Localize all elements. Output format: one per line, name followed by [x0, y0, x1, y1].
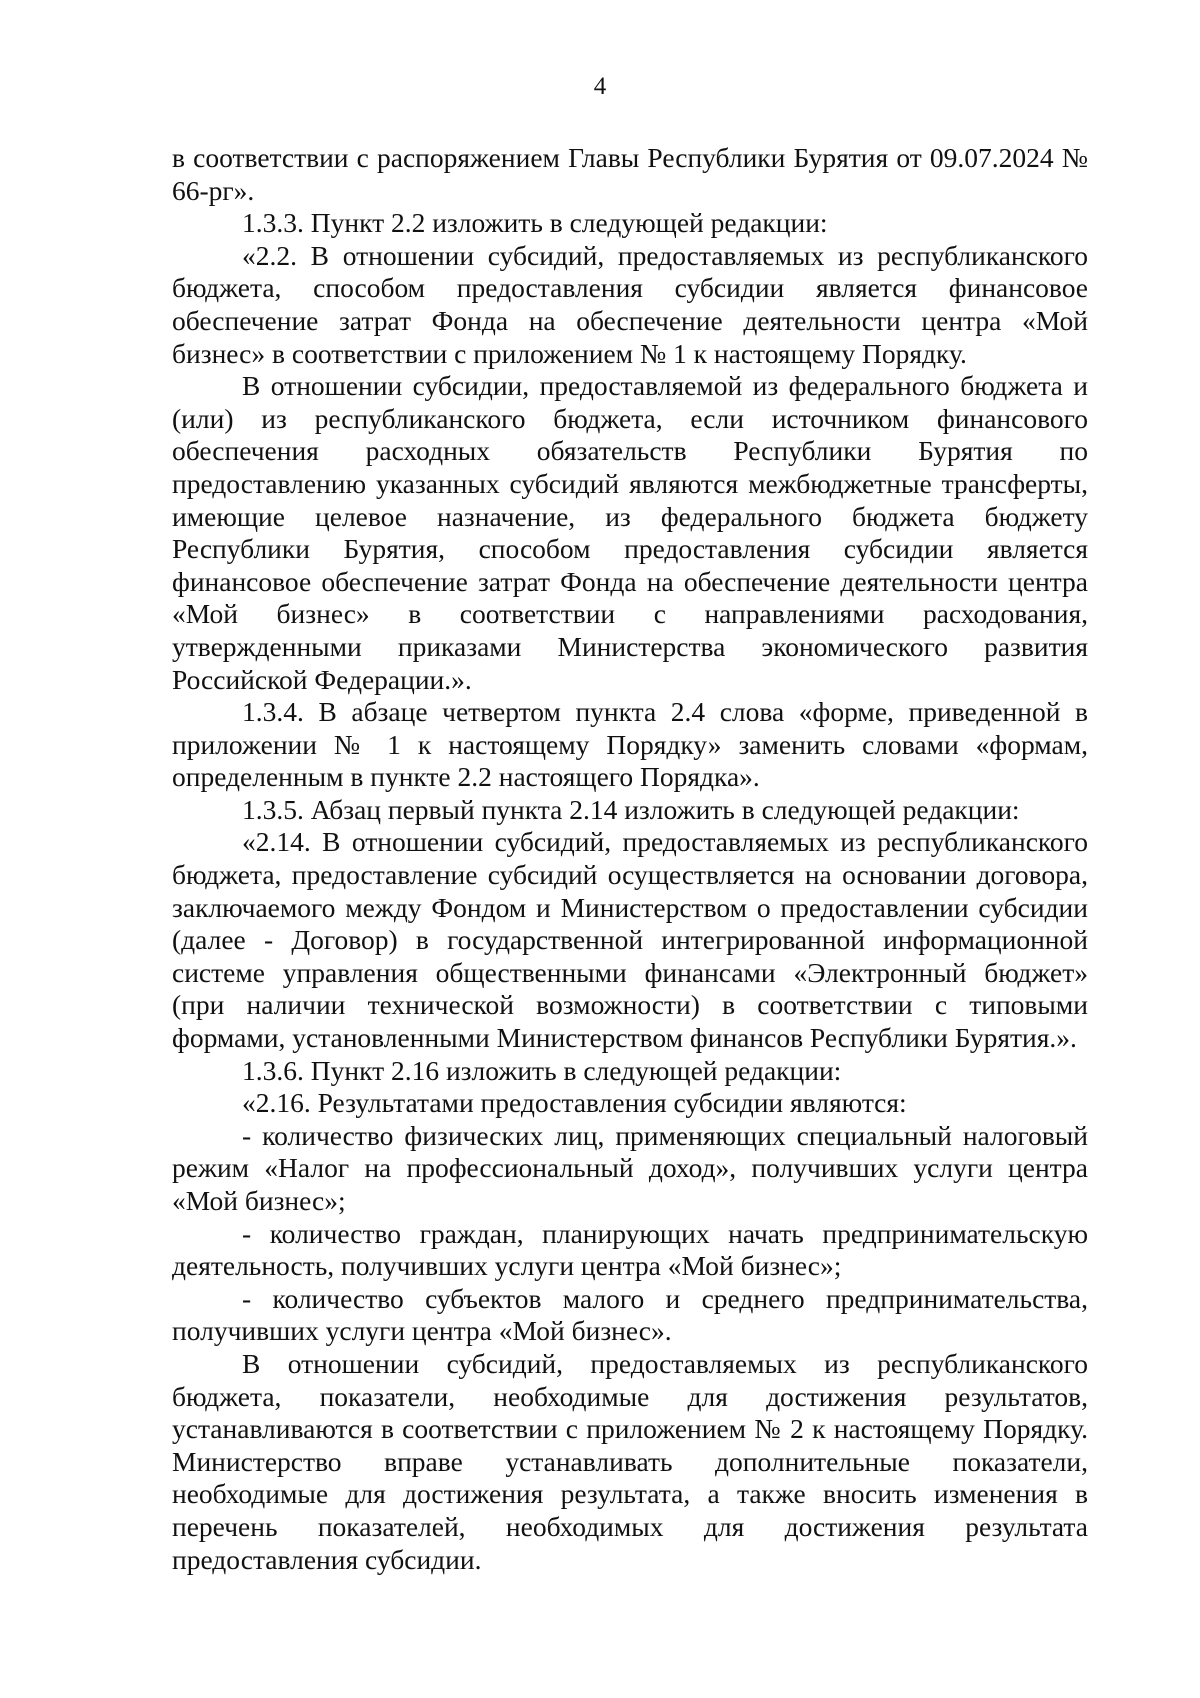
paragraph: - количество граждан, планирующих начать предпринимательскую деятельность, получивших услуги центра «Мой бизнес»;	[172, 1217, 1088, 1282]
paragraph: 1.3.4. В абзаце четвертом пункта 2.4 слова «форме, приведенной в приложении № 1 к настоящему Порядку» заменить словами «формам, определенным в пункте 2.2 настоящего Порядка».	[172, 696, 1088, 793]
document-body	[172, 142, 1088, 1576]
paragraph: - количество субъектов малого и среднего предпринимательства, получивших услуги центра «Мой бизнес».	[172, 1282, 1088, 1347]
paragraph: В отношении субсидии, предоставляемой из федерального бюджета и (или) из республиканского бюджета, если источником финансового обеспечения расходных обязательств Республики Бурятия по предоставлению указанных субсидий являются межбюджетные трансферты, имеющие целевое назначение, из федерального бюджета бюджету Республики Бурятия, способом предоставления субсидии является финансовое обеспечение затрат Фонда на обеспечение деятельности центра «Мой бизнес» в соответствии с направлениями расходования, утвержденными приказами Министерства экономического развития Российской Федерации.».	[172, 370, 1088, 695]
paragraph: В отношении субсидий, предоставляемых из республиканского бюджета, показатели, необходимые для достижения результатов, устанавливаются в соответствии с приложением № 2 к настоящему Порядку. Министерство вправе устанавливать дополнительные показатели, необходимые для достижения результата, а также вносить изменения в перечень показателей, необходимых для достижения результата предоставления субсидии.	[172, 1347, 1088, 1575]
paragraph: «2.16. Результатами предоставления субсидии являются:	[242, 1087, 907, 1119]
page-number: 4	[593, 73, 607, 100]
paragraph: 1.3.5. Абзац первый пункта 2.14 изложить в следующей редакции:	[242, 793, 1020, 825]
paragraph: в соответствии с распоряжением Главы Республики Бурятия от 09.07.2024 № 66-рг».	[172, 142, 1088, 206]
paragraph: «2.14. В отношении субсидий, предоставляемых из республиканского бюджета, предоставление субсидий осуществляется на основании договора, заключаемого между Фондом и Министерством о предоставлении субсидии (далее - Договор) в государственной интегрированной информационной системе управления общественными финансами «Электронный бюджет» (при наличии технической возможности) в соответствии с типовыми формами, установленными Министерством финансов Республики Бурятия.».	[172, 826, 1088, 1054]
paragraph: 1.3.6. Пункт 2.16 изложить в следующей редакции:	[242, 1054, 842, 1086]
paragraph: «2.2. В отношении субсидий, предоставляемых из республиканского бюджета, способом предоставления субсидии является финансовое обеспечение затрат Фонда на обеспечение деятельности центра «Мой бизнес» в соответствии с приложением № 1 к настоящему Порядку.	[172, 239, 1088, 369]
paragraph: - количество физических лиц, применяющих специальный налоговый режим «Налог на профессиональный доход», получивших услуги центра «Мой бизнес»;	[172, 1119, 1088, 1216]
paragraph: 1.3.3. Пункт 2.2 изложить в следующей редакции:	[242, 207, 828, 239]
